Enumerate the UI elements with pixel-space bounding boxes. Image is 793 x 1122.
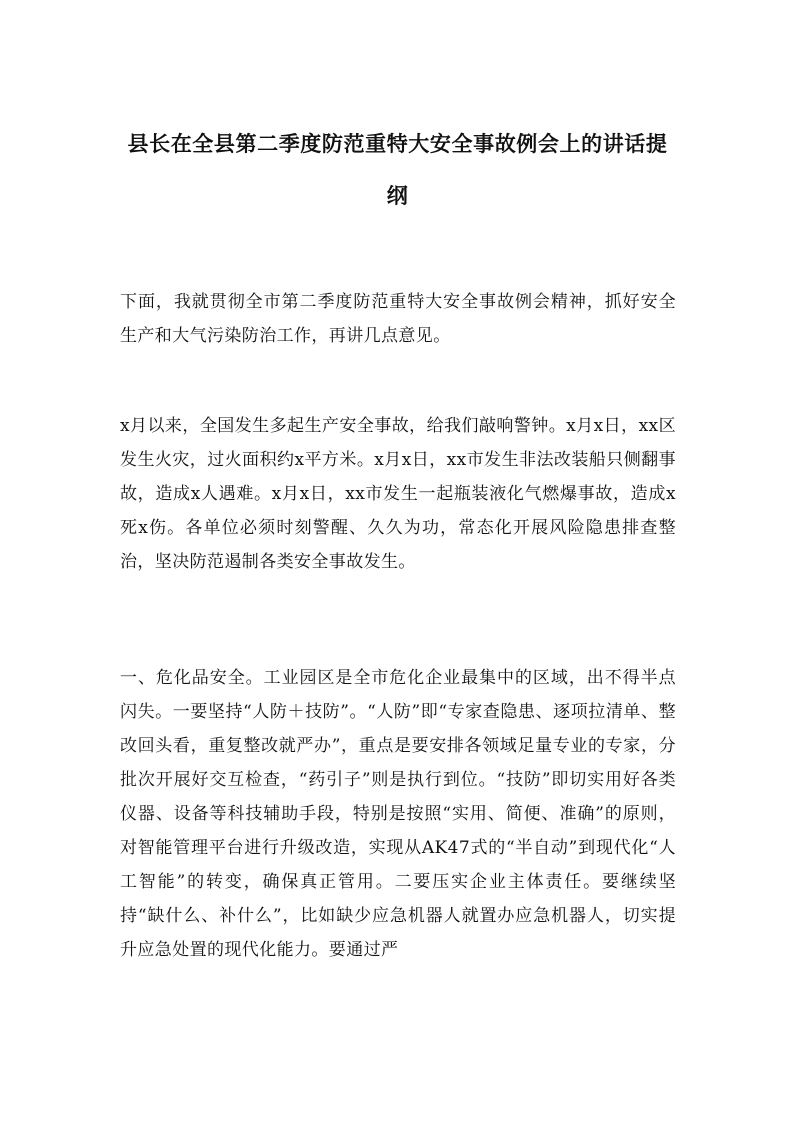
paragraph-intro: 下面，我就贯彻全市第二季度防范重特大安全事故例会精神，抓好安全生产和大气污染防治工作，再讲几点意见。	[120, 292, 676, 346]
document-title: 县长在全县第二季度防范重特大安全事故例会上的讲话提纲	[127, 132, 668, 208]
paragraph-accidents: x月以来，全国发生多起生产安全事故，给我们敲响警钟。x月x日，xx区发生火灾，过火面积约x平方米。x月x日，xx市发生非法改装船只侧翻事故，造成x人遇难。x月x日，xx市发生一起瓶装液化气燃爆事故，造成x死x伤。各单位必须时刻警醒、久久为功，常态化开展风险隐患排查整治，坚决防范遏制各类安全事故发生。	[120, 416, 676, 572]
paragraph-hazardous-chemicals: 一、危化品安全。工业园区是全市危化企业最集中的区域，出不得半点闪失。一要坚持“人防＋技防”。“人防”即“专家查隐患、逐项拉清单、整改回头看，重复整改就严办”，重点是要安排各领域足量专业的专家，分批次开展好交互检查，“药引子”则是执行到位。“技防”即切实用好各类仪器、设备等科技辅助手段，特别是按照“实用、简便、准确”的原则，对智能管理平台进行升级改造，实现从AK47式的“半自动”到现代化“人工智能”的转变，确保真正管用。二要压实企业主体责任。要继续坚持“缺什么、补什么”，比如缺少应急机器人就置办应急机器人，切实提升应急处置的现代化能力。要通过严	[120, 668, 676, 960]
